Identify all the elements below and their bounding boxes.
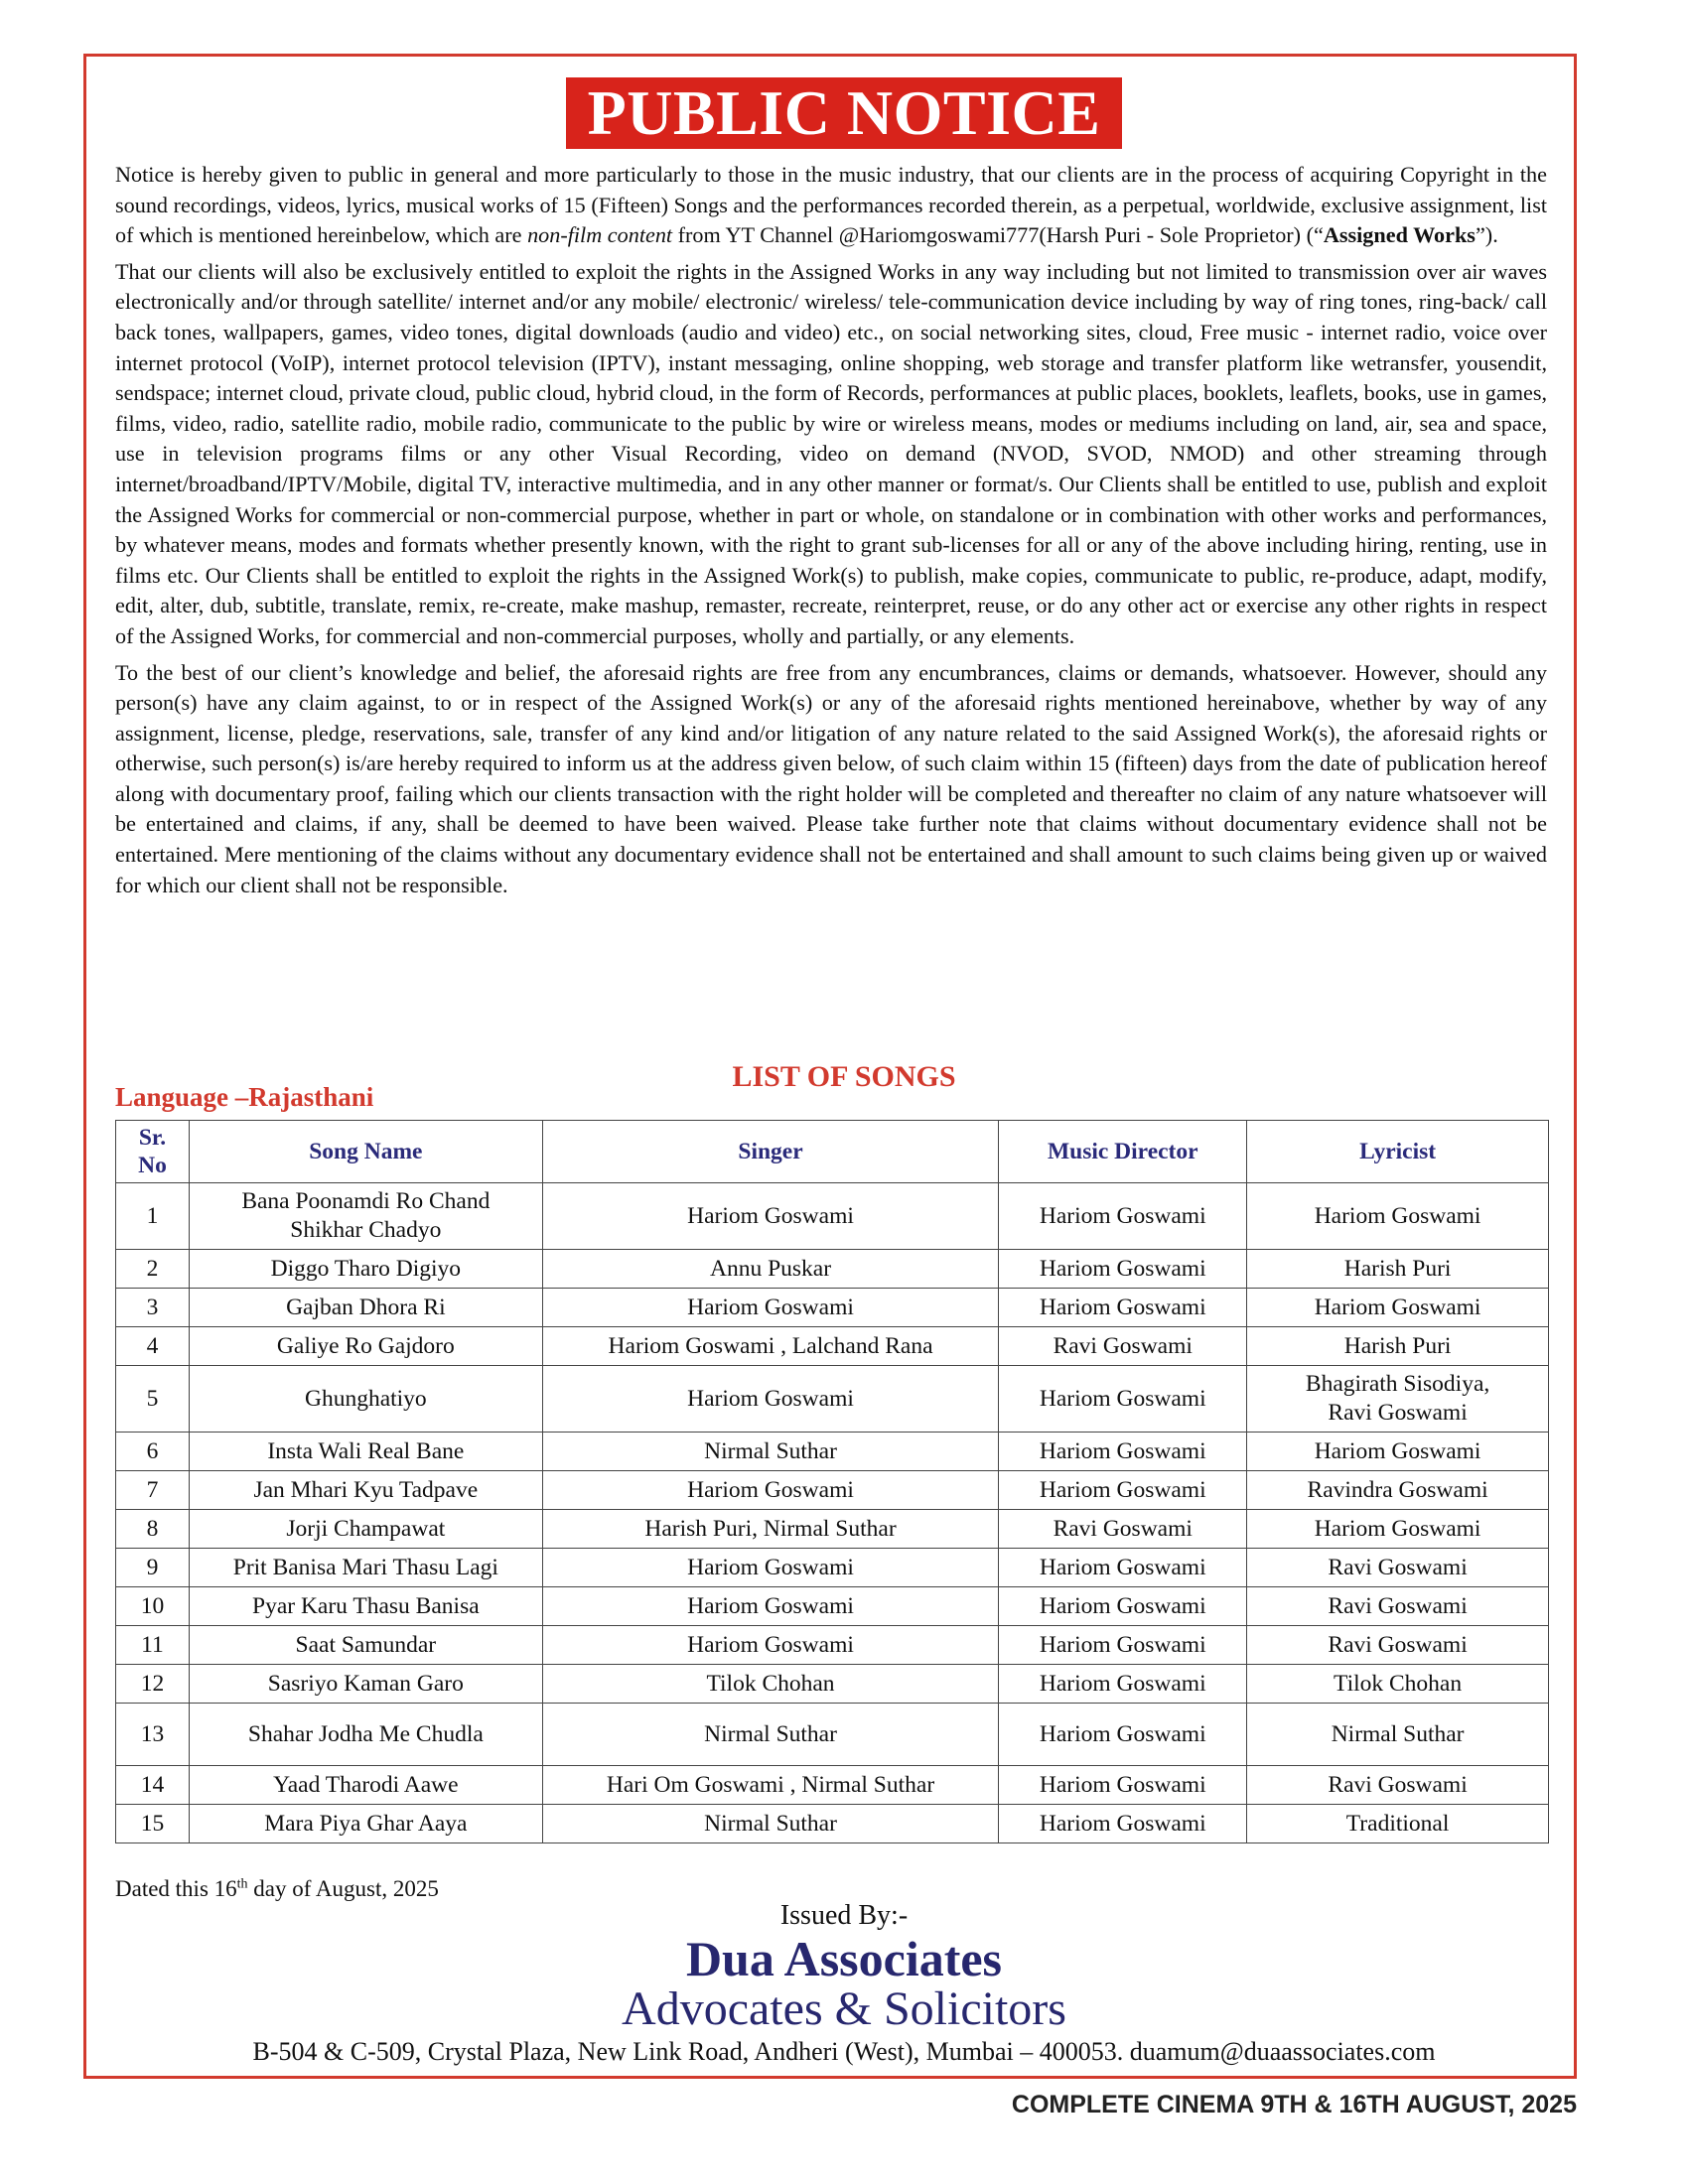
cell-music-director: Hariom Goswami	[999, 1805, 1247, 1843]
cell-music-director: Hariom Goswami	[999, 1366, 1247, 1433]
cell-lyricist: Tilok Chohan	[1247, 1665, 1549, 1704]
cell-sr: 1	[116, 1183, 190, 1250]
header-song-name: Song Name	[189, 1121, 542, 1183]
cell-sr: 3	[116, 1289, 190, 1327]
cell-music-director: Hariom Goswami	[999, 1704, 1247, 1766]
cell-song: Mara Piya Ghar Aaya	[189, 1805, 542, 1843]
cell-lyricist: Hariom Goswami	[1247, 1183, 1549, 1250]
cell-song: Jorji Champawat	[189, 1510, 542, 1549]
table-row	[116, 1366, 1549, 1433]
cell-lyricist-line2: Ravi Goswami	[1328, 1400, 1468, 1426]
cell-music-director: Hariom Goswami	[999, 1433, 1247, 1471]
cell-singer: Hariom Goswami	[542, 1587, 999, 1626]
cell-singer: Harish Puri, Nirmal Suthar	[542, 1510, 999, 1549]
table-row	[116, 1289, 1549, 1327]
cell-sr: 13	[116, 1704, 190, 1766]
cell-sr: 10	[116, 1587, 190, 1626]
cell-singer: Hariom Goswami	[542, 1289, 999, 1327]
cell-song: Diggo Tharo Digiyo	[189, 1250, 542, 1289]
cell-singer: Hariom Goswami , Lalchand Rana	[542, 1327, 999, 1366]
cell-singer: Nirmal Suthar	[542, 1704, 999, 1766]
cell-song: Insta Wali Real Bane	[189, 1433, 542, 1471]
header-sr-line2: No	[138, 1153, 167, 1178]
header-singer: Singer	[542, 1121, 999, 1183]
table-row	[116, 1626, 1549, 1665]
cell-song: Gajban Dhora Ri	[189, 1289, 542, 1327]
paragraph-1-part-c: ”).	[1475, 222, 1498, 248]
notice-title: PUBLIC NOTICE	[566, 77, 1123, 149]
table-row	[116, 1665, 1549, 1704]
cell-song	[189, 1183, 542, 1250]
cell-sr: 9	[116, 1549, 190, 1587]
cell-sr: 7	[116, 1471, 190, 1510]
cell-singer: Tilok Chohan	[542, 1665, 999, 1704]
cell-sr: 14	[116, 1766, 190, 1805]
cell-sr: 15	[116, 1805, 190, 1843]
table-row	[116, 1766, 1549, 1805]
cell-lyricist: Nirmal Suthar	[1247, 1704, 1549, 1766]
cell-music-director: Hariom Goswami	[999, 1766, 1247, 1805]
cell-music-director: Hariom Goswami	[999, 1665, 1247, 1704]
language-label: Language –Rajasthani	[115, 1082, 374, 1112]
table-row	[116, 1327, 1549, 1366]
paragraph-1	[115, 160, 1547, 251]
title-wrapper	[0, 77, 1688, 149]
dated-line	[115, 1876, 439, 1902]
cell-sr: 2	[116, 1250, 190, 1289]
publication-footer: COMPLETE CINEMA 9TH & 16TH AUGUST, 2025	[1011, 2091, 1577, 2118]
cell-song-line2: Shikhar Chadyo	[290, 1217, 442, 1243]
cell-sr: 8	[116, 1510, 190, 1549]
cell-singer: Hariom Goswami	[542, 1549, 999, 1587]
cell-lyricist: Hariom Goswami	[1247, 1289, 1549, 1327]
cell-song: Saat Samundar	[189, 1626, 542, 1665]
cell-singer: Annu Puskar	[542, 1250, 999, 1289]
table-row	[116, 1510, 1549, 1549]
cell-song: Pyar Karu Thasu Banisa	[189, 1587, 542, 1626]
cell-lyricist: Hariom Goswami	[1247, 1510, 1549, 1549]
cell-lyricist: Ravi Goswami	[1247, 1626, 1549, 1665]
firm-address: B-504 & C-509, Crystal Plaza, New Link Road, Andheri (West), Mumbai – 400053. duamum@duaassociates.com	[252, 2037, 1436, 2066]
cell-song: Galiye Ro Gajdoro	[189, 1327, 542, 1366]
cell-lyricist: Traditional	[1247, 1805, 1549, 1843]
paragraph-1-part-b: from YT Channel @Hariomgoswami777(Harsh Puri - Sole Proprietor) (“	[672, 222, 1324, 248]
cell-sr: 12	[116, 1665, 190, 1704]
dated-ordinal: th	[236, 1876, 248, 1892]
header-music-director: Music Director	[999, 1121, 1247, 1183]
dated-suffix: day of August, 2025	[247, 1876, 439, 1901]
issued-by: Issued By:-	[779, 1900, 909, 1931]
cell-singer: Nirmal Suthar	[542, 1433, 999, 1471]
cell-singer: Hariom Goswami	[542, 1366, 999, 1433]
table-row	[116, 1805, 1549, 1843]
cell-sr: 11	[116, 1626, 190, 1665]
cell-lyricist: Ravi Goswami	[1247, 1549, 1549, 1587]
notice-body	[115, 160, 1547, 900]
table-row	[116, 1587, 1549, 1626]
cell-music-director: Hariom Goswami	[999, 1549, 1247, 1587]
cell-singer: Hariom Goswami	[542, 1183, 999, 1250]
table-row	[116, 1549, 1549, 1587]
table-row	[116, 1183, 1549, 1250]
table-row	[116, 1250, 1549, 1289]
cell-singer: Hariom Goswami	[542, 1626, 999, 1665]
cell-sr: 6	[116, 1433, 190, 1471]
cell-music-director: Ravi Goswami	[999, 1510, 1247, 1549]
cell-lyricist: Harish Puri	[1247, 1327, 1549, 1366]
firm-subtitle: Advocates & Solicitors	[622, 1982, 1066, 2035]
paragraph-1-part-a: Notice is hereby given to public in general and more particularly to those in the music industry, that our clients are in the process of acquiring Copyright in the sound recordings, videos, lyrics, musical works of 15 (Fifteen) Songs and the performances recorded therein, as a perpetual, worldwide, exclusive assignment, list of which is mentioned hereinbelow, which are	[115, 162, 1547, 248]
cell-singer: Hariom Goswami	[542, 1471, 999, 1510]
cell-song: Prit Banisa Mari Thasu Lagi	[189, 1549, 542, 1587]
paragraph-1-italic: non-film content	[527, 222, 673, 248]
cell-lyricist: Ravi Goswami	[1247, 1766, 1549, 1805]
paragraph-3: To the best of our client’s knowledge and belief, the aforesaid rights are free from any encumbrances, claims or demands, whatsoever. However, should any person(s) have any claim against, to or in respect of the Assigned Work(s) or any of the aforesaid rights mentioned hereinabove, whether by way of any assignment, license, pledge, reservations, sale, transfer of any kind and/or litigation of any nature related to the said Assigned Work(s), the aforesaid rights or otherwise, such person(s) is/are hereby required to inform us at the address given below, of such claim within 15 (fifteen) days from the date of publication hereof along with documentary proof, failing which our clients transaction with the right holder will be completed and thereafter no claim of any nature whatsoever will be entertained and claims, if any, shall be deemed to have been waived. Please take further note that claims without documentary evidence shall not be entertained. Mere mentioning of the claims without any documentary evidence shall not be entertained and shall amount to such claims being given up or waived for which our client shall not be responsible.	[115, 659, 1547, 897]
cell-music-director: Hariom Goswami	[999, 1289, 1247, 1327]
cell-song: Ghunghatiyo	[189, 1366, 542, 1433]
cell-lyricist: Harish Puri	[1247, 1250, 1549, 1289]
cell-music-director: Ravi Goswami	[999, 1327, 1247, 1366]
cell-music-director: Hariom Goswami	[999, 1587, 1247, 1626]
cell-music-director: Hariom Goswami	[999, 1471, 1247, 1510]
cell-lyricist-line1: Bhagirath Sisodiya,	[1305, 1371, 1490, 1397]
cell-lyricist	[1247, 1366, 1549, 1433]
cell-lyricist: Hariom Goswami	[1247, 1433, 1549, 1471]
table-row	[116, 1704, 1549, 1766]
cell-sr: 5	[116, 1366, 190, 1433]
firm-name: Dua Associates	[685, 1931, 1003, 1986]
cell-music-director: Hariom Goswami	[999, 1626, 1247, 1665]
cell-song: Sasriyo Kaman Garo	[189, 1665, 542, 1704]
cell-song-line1: Bana Poonamdi Ro Chand	[241, 1188, 491, 1214]
cell-lyricist: Ravindra Goswami	[1247, 1471, 1549, 1510]
cell-music-director: Hariom Goswami	[999, 1183, 1247, 1250]
cell-lyricist: Ravi Goswami	[1247, 1587, 1549, 1626]
cell-song: Yaad Tharodi Aawe	[189, 1766, 542, 1805]
header-sr-line1: Sr.	[138, 1125, 167, 1151]
list-of-songs-heading: LIST OF SONGS	[732, 1060, 956, 1093]
cell-song: Shahar Jodha Me Chudla	[189, 1704, 542, 1766]
songs-table	[115, 1120, 1549, 1843]
header-sr-no	[116, 1121, 190, 1183]
dated-prefix: Dated this 16	[115, 1876, 237, 1901]
cell-singer: Hari Om Goswami , Nirmal Suthar	[542, 1766, 999, 1805]
table-row	[116, 1433, 1549, 1471]
table-header-row	[116, 1121, 1549, 1183]
header-lyricist: Lyricist	[1247, 1121, 1549, 1183]
cell-sr: 4	[116, 1327, 190, 1366]
paragraph-2: That our clients will also be exclusively entitled to exploit the rights in the Assigned Works in any way including but not limited to transmission over air waves electronically and/or through satellite/ internet and/or any mobile/ electronic/ wireless/ tele-communication device including by way of ring tones, ring-back/ call back tones, wallpapers, games, video tones, digital downloads (audio and video) etc., on social networking sites, cloud, Free music - internet radio, voice over internet protocol (VoIP), internet protocol television (IPTV), instant messaging, online shopping, web storage and transfer platform like wetransfer, yousendit, sendspace; internet cloud, private cloud, public cloud, hybrid cloud, in the form of Records, performances at public places, booklets, leaflets, books, use in games, films, video, radio, satellite radio, mobile radio, communicate to the public by wire or wireless means, modes or mediums including on land, air, sea and space, use in television programs films or any other Visual Recording, video on demand (NVOD, SVOD, NMOD) and other streaming through internet/broadband/IPTV/Mobile, digital TV, interactive multimedia, and in any other manner or format/s. Our Clients shall be entitled to use, publish and exploit the Assigned Works for commercial or non-commercial purpose, whether in part or whole, on standalone or in combination with other works and performances, by whatever means, modes and formats whether presently known, with the right to grant sub-licenses for all or any of the above including hiring, renting, use in films etc. Our Clients shall be entitled to exploit the rights in the Assigned Work(s) to publish, make copies, communicate to public, re-produce, adapt, modify, edit, alter, dub, subtitle, translate, remix, re-create, make mashup, remaster, recreate, reinterpret, reuse, or do any other act or exercise any other rights in respect of the Assigned Works, for commercial and non-commercial purposes, wholly and partially, or any elements.	[115, 258, 1547, 648]
cell-music-director: Hariom Goswami	[999, 1250, 1247, 1289]
table-row	[116, 1471, 1549, 1510]
paragraph-1-bold: Assigned Works	[1323, 222, 1476, 248]
cell-singer: Nirmal Suthar	[542, 1805, 999, 1843]
cell-song: Jan Mhari Kyu Tadpave	[189, 1471, 542, 1510]
